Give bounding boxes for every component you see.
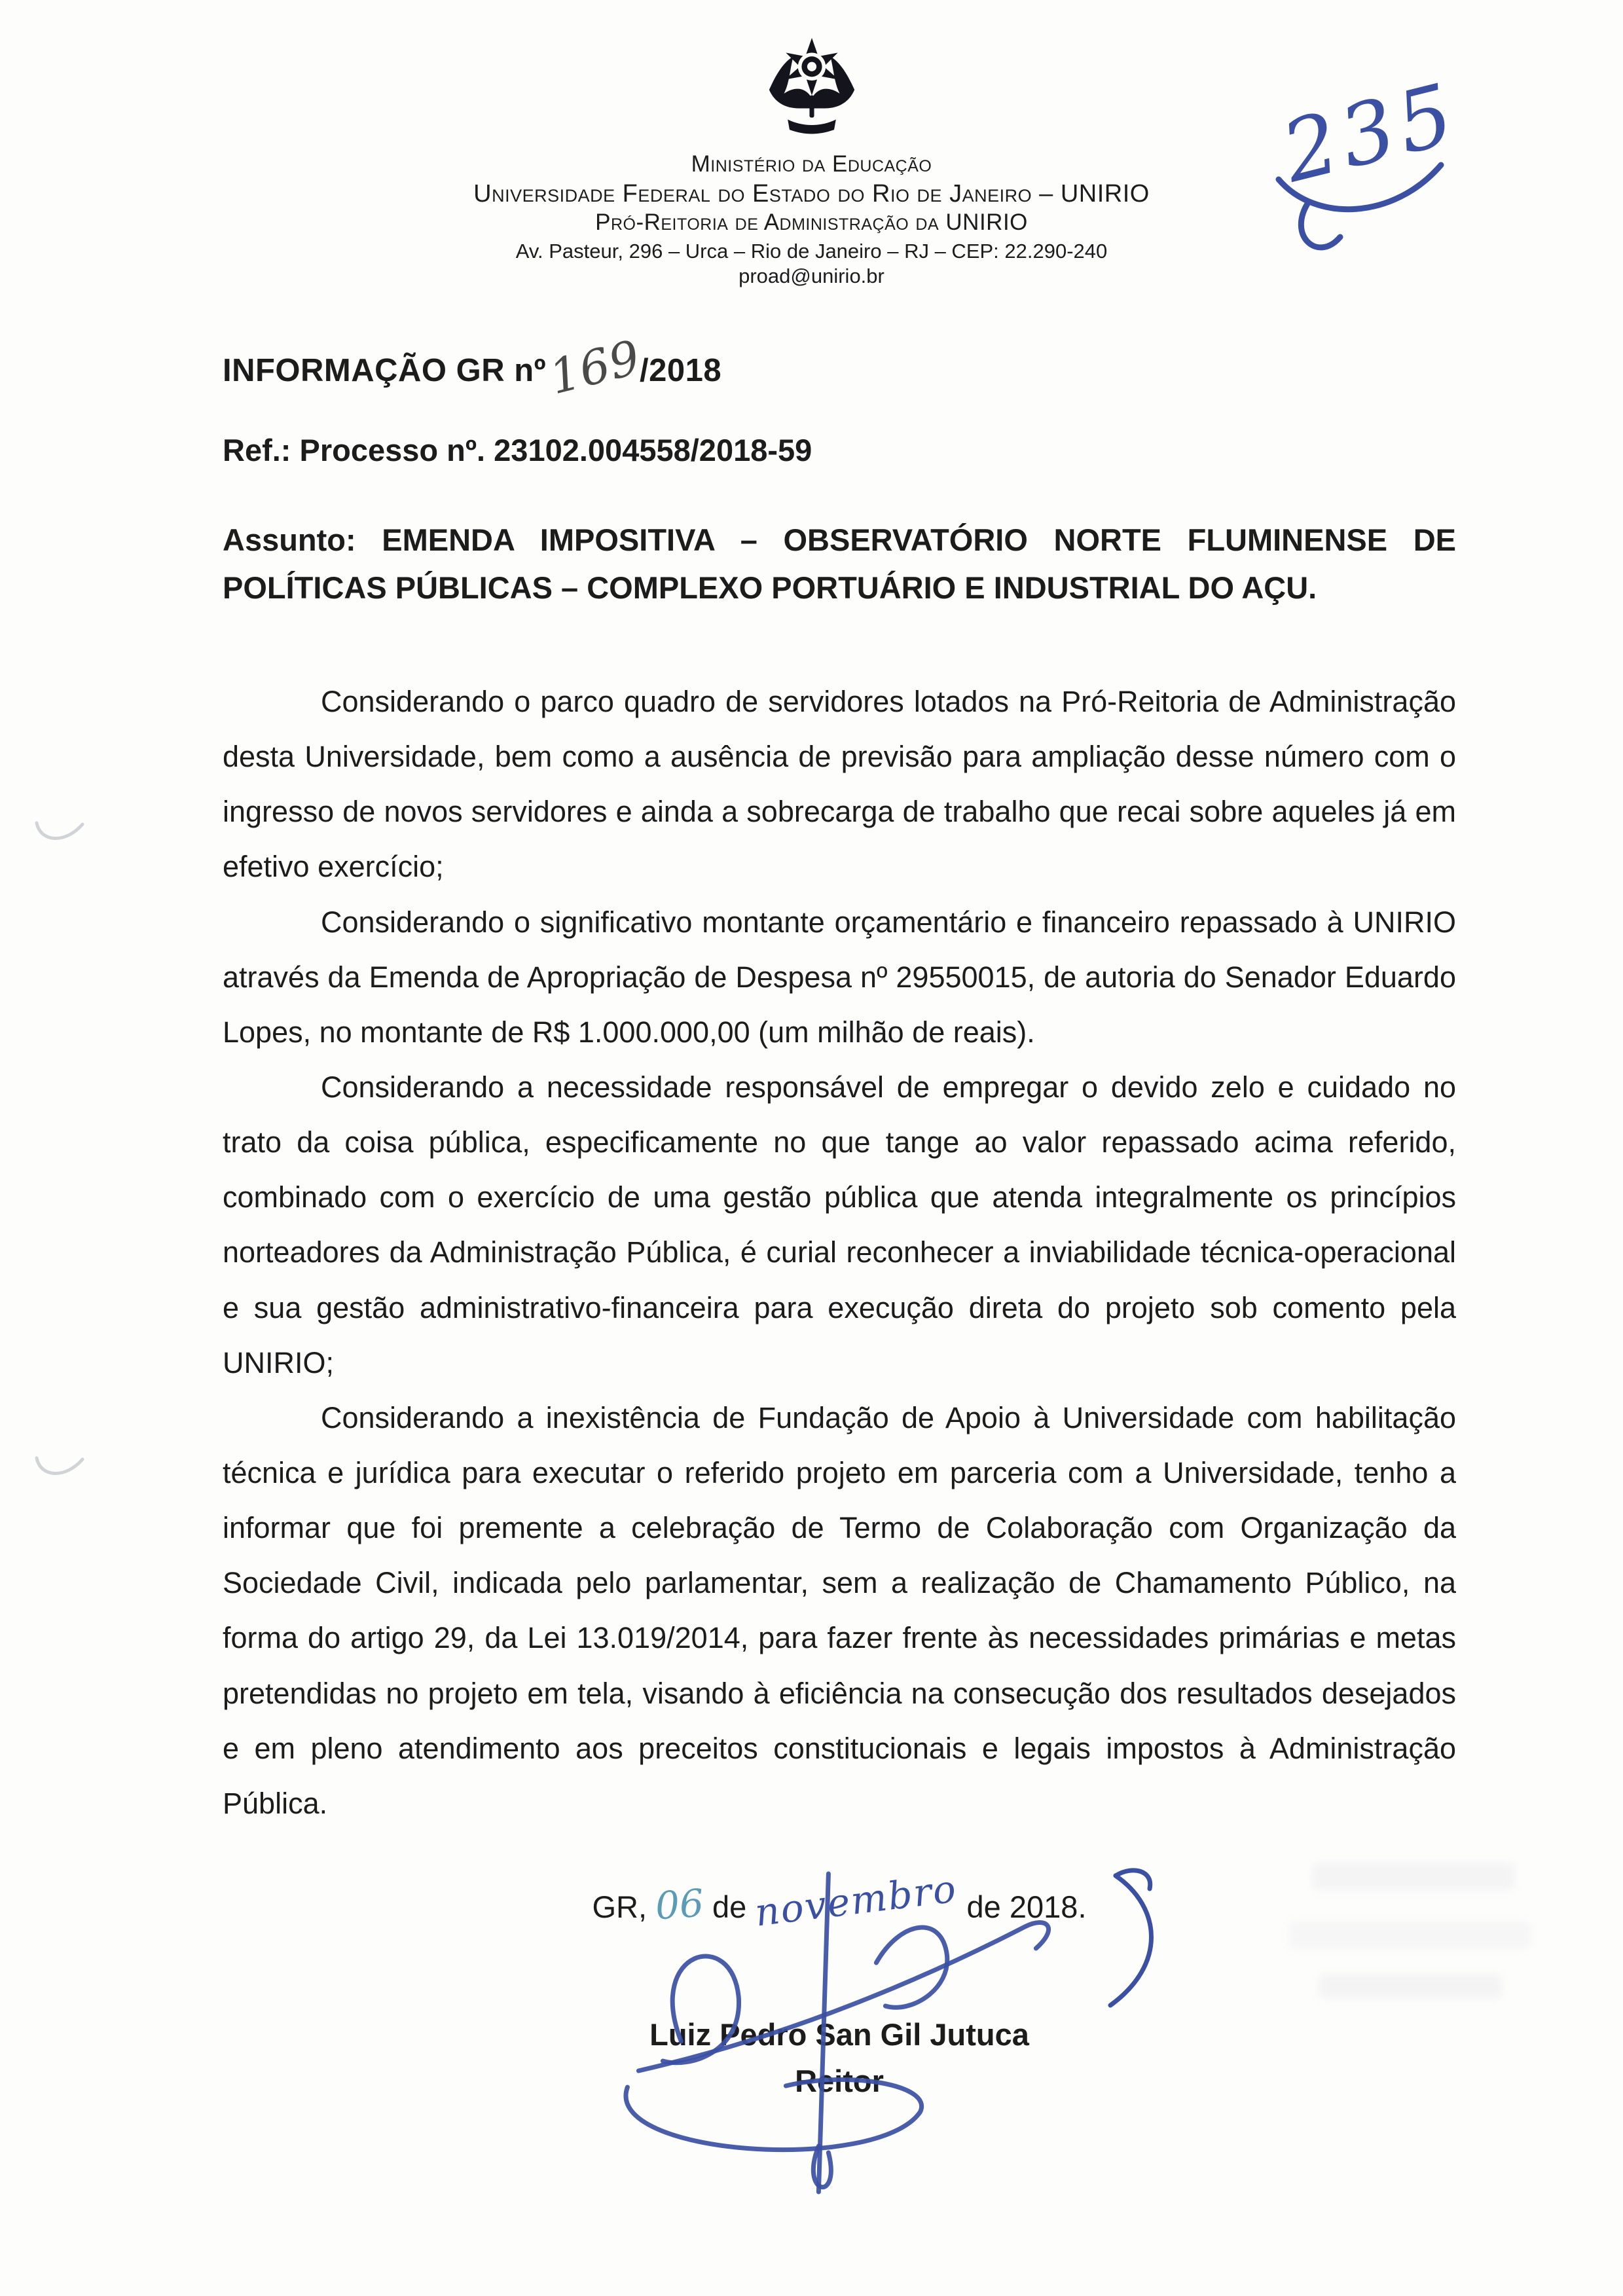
paragraph-4: Considerando a inexistência de Fundação de Apoio à Universidade com habilitação técnica e jurídica para executar o referido projeto em parceria com a Universidade, tenho a informar que foi premente a celebração de Termo de Colaboração com Organização da Sociedade Civil, indicada pelo parlamentar, sem a realização de Chamamento Público, na forma do artigo 29, da Lei 13.019/2014, para fazer frente às necessidades primárias e metas pretendidas no projeto em tela, visando à eficiência na consecução dos resultados desejados e em pleno atendimento aos preceitos constitucionais e legais impostos à Administração Pública.: [223, 1400, 1456, 1820]
stray-pen-mark: [31, 815, 90, 854]
pen-stroke-icon: [1101, 1867, 1173, 2017]
date-suffix: de 2018.: [966, 1889, 1087, 1924]
folio-number-text: 235: [1273, 64, 1468, 202]
bleed-through-mark: [1289, 1922, 1531, 1949]
letter-body: [223, 329, 1456, 2104]
signer-name: Luiz Pedro San Gil Jutuca: [649, 2017, 1029, 2052]
email-line: proad@unirio.br: [739, 264, 884, 287]
process-reference: Ref.: Processo nº. 23102.004558/2018-59: [223, 433, 812, 468]
subject-label: Assunto:: [223, 522, 356, 558]
handwritten-folio-number: [1273, 64, 1499, 288]
address-line: Av. Pasteur, 296 – Urca – Rio de Janeiro – RJ – CEP: 22.290-240: [515, 239, 1108, 263]
subject-text: EMENDA IMPOSITIVA – OBSERVATÓRIO NORTE FLUMINENSE DE POLÍTICAS PÚBLICAS – COMPLEXO PORTUÁRIO E INDUSTRIAL DO AÇU.: [223, 522, 1456, 606]
date-line: [223, 1866, 1456, 1935]
title-prefix: INFORMAÇÃO GR nº: [223, 353, 547, 389]
paragraph-2: Considerando o significativo montante orçamentário e financeiro repassado à UNIRIO através da Emenda de Apropriação de Despesa nº 29550015, de autoria do Senador Eduardo Lopes, no montante de R$ 1.000.000,00 (um milhão de reais).: [223, 905, 1456, 1049]
ministry-name: Ministério da Educação: [691, 151, 932, 177]
bleed-through-mark: [1319, 1974, 1502, 1999]
pen-flourish-icon: [1263, 151, 1459, 282]
paragraph-3: Considerando a necessidade responsável de empregar o devido zelo e cuidado no trato da coisa pública, especificamente no que tange ao valor repassado acima referido, combinado com o exercício de uma gestão pública que atenda integralmente os princípios norteadores da Administração Pública, é curial reconhecer a inviabilidade técnica-operacional e sua gestão administrativo-financeira para execução direta do projeto sob comento pela UNIRIO;: [223, 1070, 1456, 1379]
title-suffix: /2018: [640, 353, 722, 389]
date-prefix: GR,: [592, 1889, 647, 1924]
handwritten-day: 06: [653, 1880, 706, 1929]
subject-line: [223, 517, 1456, 612]
signer-role: Reitor: [795, 2063, 884, 2098]
university-name: Universidade Federal do Estado do Rio de Janeiro – UNIRIO: [473, 179, 1150, 208]
document-title: [223, 329, 1456, 405]
stray-pen-mark: [31, 1450, 90, 1489]
considerations: [223, 674, 1456, 1831]
office-name: Pró-Reitoria de Administração da UNIRIO: [595, 210, 1028, 236]
signature-block: [223, 2012, 1456, 2104]
handwritten-month: novembro: [752, 1866, 960, 1935]
date-connector: de: [712, 1889, 747, 1924]
bleed-through-mark: [1312, 1863, 1515, 1890]
handwritten-document-number: 169: [543, 329, 646, 405]
paragraph-1: Considerando o parco quadro de servidores lotados na Pró-Reitoria de Administração desta Universidade, bem como a ausência de previsão para ampliação desse número com o ingresso de novos servidores e ainda a sobrecarga de trabalho que recai sobre aqueles já em efetivo exercício;: [223, 685, 1456, 884]
brazil-coat-of-arms-icon: [756, 34, 867, 141]
